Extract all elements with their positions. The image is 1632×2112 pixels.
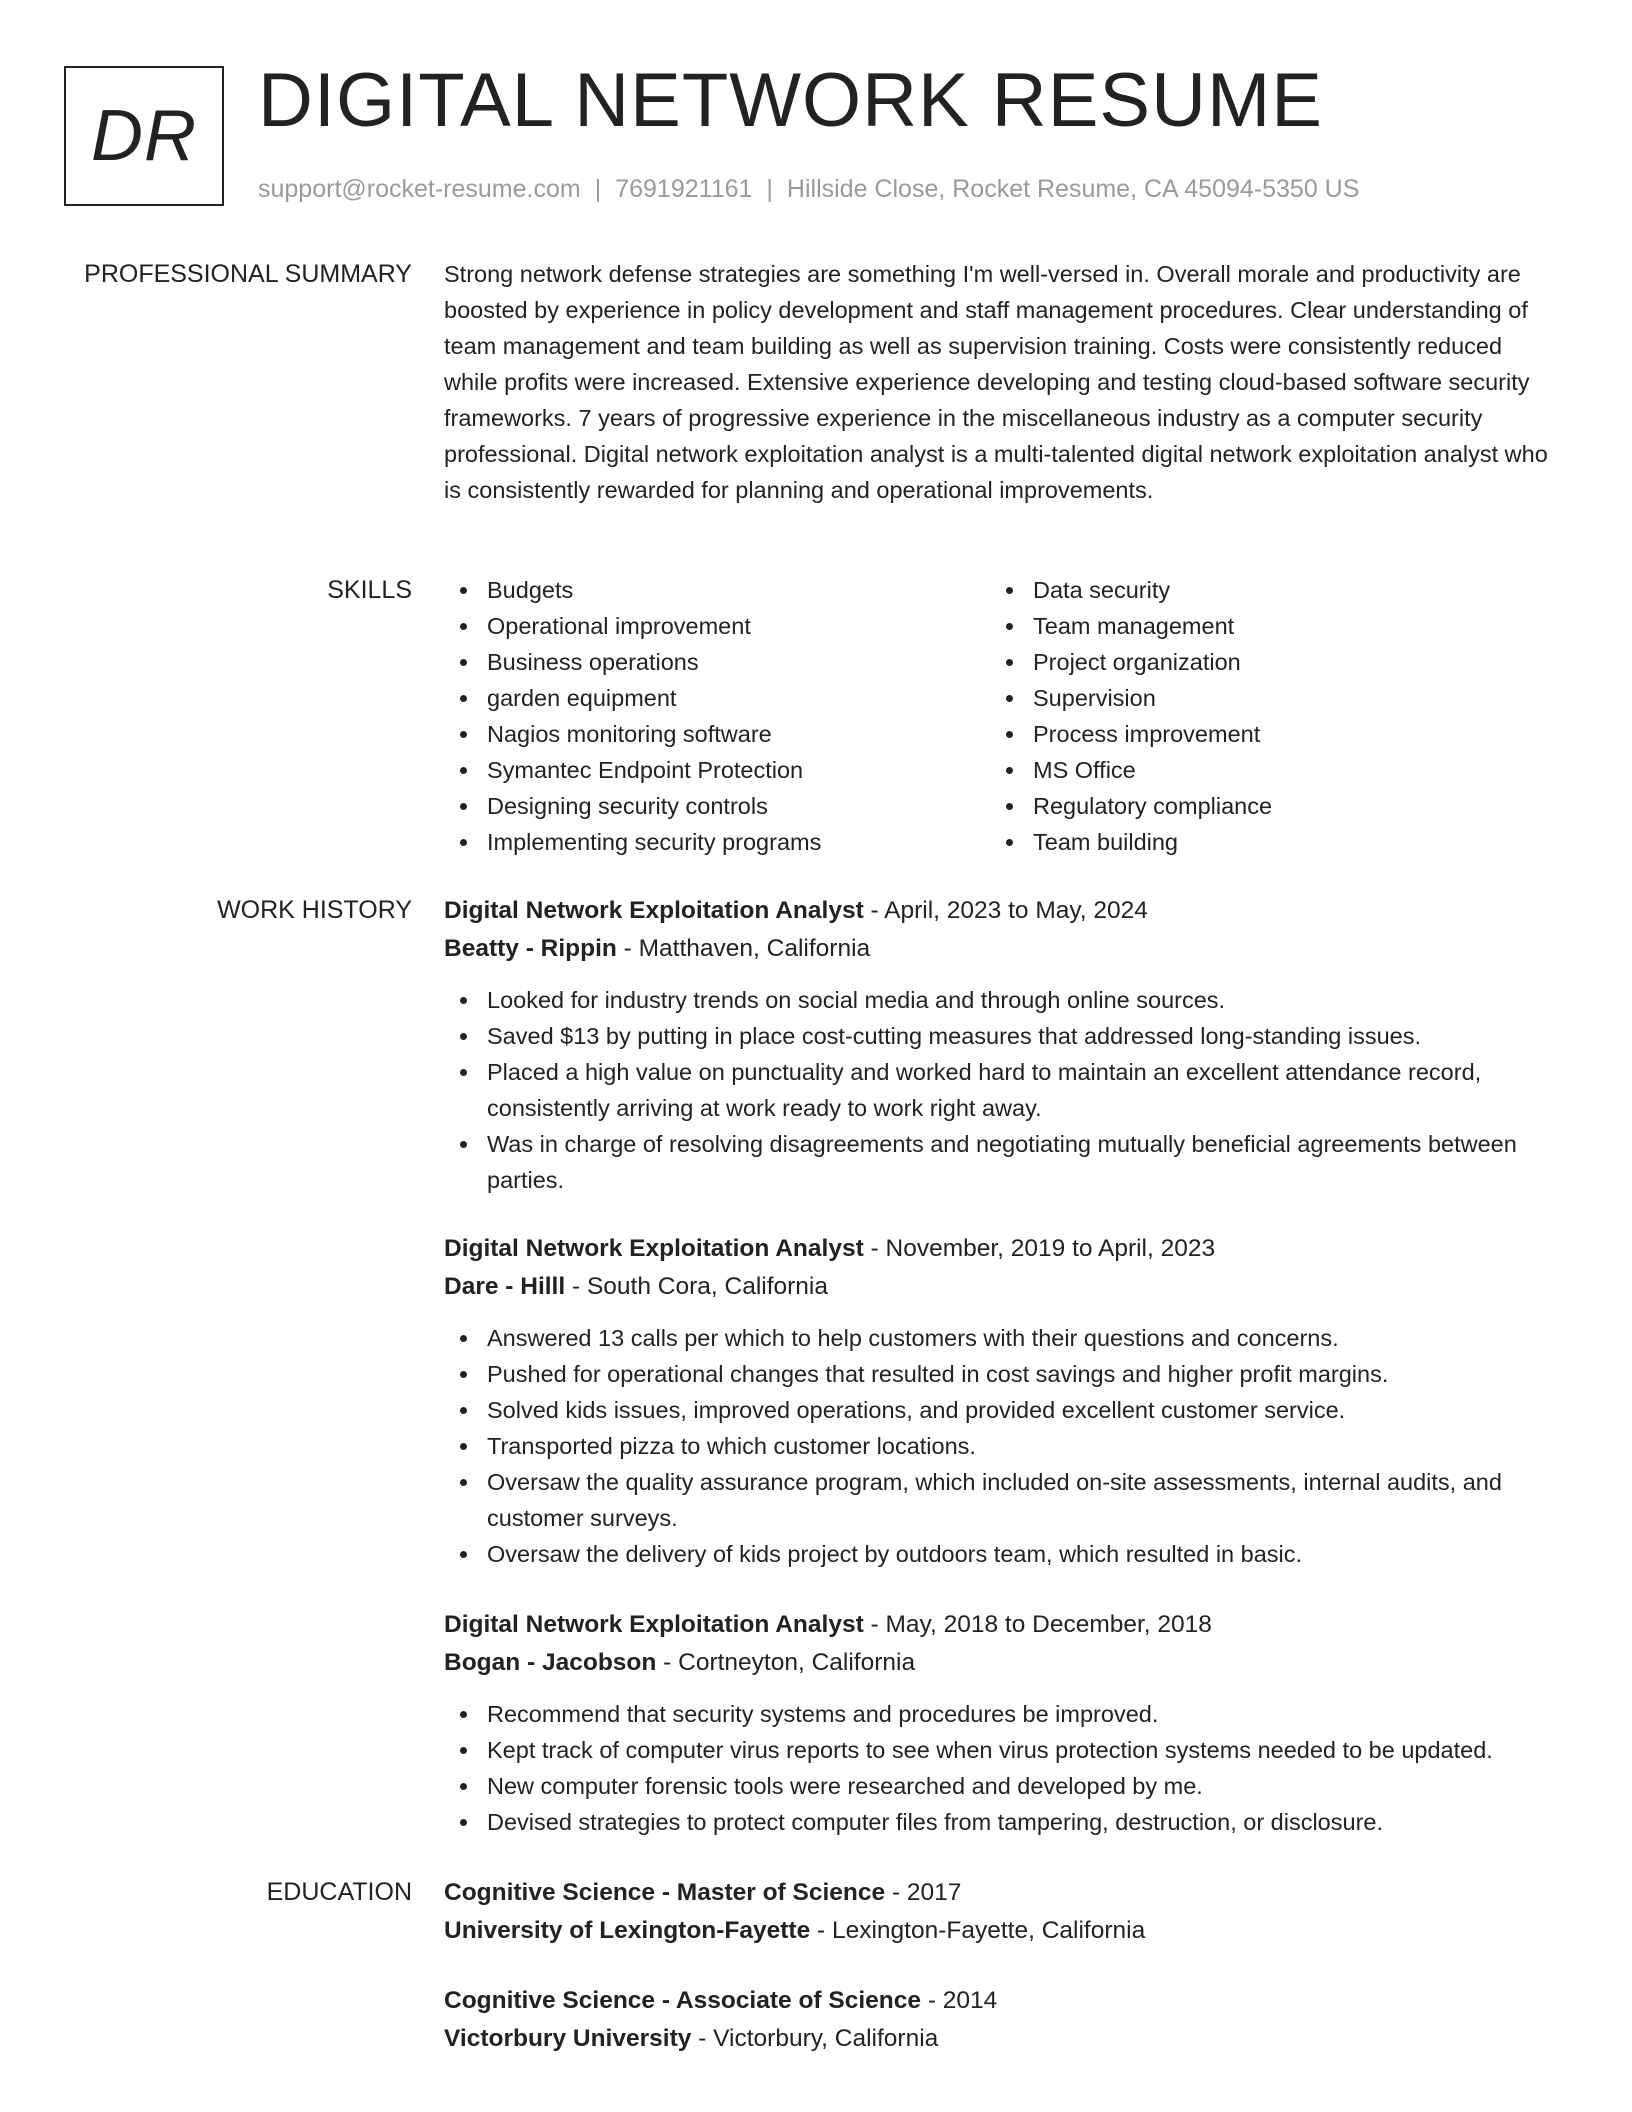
job-duty: Answered 13 calls per which to help customers with their questions and concerns. [444, 1320, 1560, 1356]
job-duties-list [444, 982, 1560, 1198]
education-school-line [444, 2020, 1560, 2058]
skill-item: Designing security controls [444, 788, 990, 824]
resume-title: DIGITAL NETWORK RESUME [258, 58, 1323, 143]
skill-item: Supervision [990, 680, 1536, 716]
job-entry [444, 892, 1560, 1198]
skills-column-left [444, 572, 990, 860]
skill-item: MS Office [990, 752, 1536, 788]
summary-text: Strong network defense strategies are something I'm well-versed in. Overall morale and productivity are boosted by experience in policy development and staff management procedures. Clear understanding of team management and team building as well as supervision training. Costs were consistently reduced while profits were increased. Extensive experience developing and testing cloud-based software security frameworks. 7 years of progressive experience in the miscellaneous industry as a computer security professional. Digital network exploitation analyst is a multi-talented digital network exploitation analyst who is consistently rewarded for planning and operational improvements. [444, 261, 1548, 503]
job-company: Dare - Hilll [444, 1273, 566, 1300]
job-location: - Matthaven, California [616, 935, 871, 962]
job-duty: Looked for industry trends on social media and through online sources. [444, 982, 1560, 1018]
contact-separator: | [594, 175, 602, 203]
contact-phone: 7691921161 [615, 175, 753, 203]
job-location: - South Cora, California [565, 1273, 829, 1300]
skill-item: Team management [990, 608, 1536, 644]
education-degree: Cognitive Science - Master of Science [444, 1879, 886, 1906]
skill-item: Data security [990, 572, 1536, 608]
education-degree: Cognitive Science - Associate of Science [444, 1987, 922, 2014]
monogram-initials: DR [91, 96, 197, 176]
job-title: Digital Network Exploitation Analyst [444, 1235, 864, 1262]
skills-list-left [444, 572, 990, 860]
skill-item: Implementing security programs [444, 824, 990, 860]
contact-email: support@rocket-resume.com [258, 175, 581, 203]
job-title: Digital Network Exploitation Analyst [444, 1611, 864, 1638]
education-entry [444, 1874, 1560, 1950]
job-dates: - November, 2019 to April, 2023 [863, 1235, 1216, 1262]
summary-body [444, 256, 1560, 508]
section-label-skills: SKILLS [327, 576, 412, 604]
job-duty: Pushed for operational changes that resulted in cost savings and higher profit margins. [444, 1356, 1560, 1392]
job-duty: Placed a high value on punctuality and worked hard to maintain an excellent attendance record, consistently arriving at work ready to work right away. [444, 1054, 1560, 1126]
skills-list-right [990, 572, 1536, 860]
job-duty: Oversaw the delivery of kids project by outdoors team, which resulted in basic. [444, 1536, 1560, 1572]
job-duty: Transported pizza to which customer locations. [444, 1428, 1560, 1464]
education-degree-line [444, 1874, 1560, 1912]
job-dates: - April, 2023 to May, 2024 [863, 897, 1148, 924]
job-duty: Kept track of computer virus reports to see when virus protection systems needed to be updated. [444, 1732, 1560, 1768]
job-duty: Devised strategies to protect computer files from tampering, destruction, or disclosure. [444, 1804, 1560, 1840]
monogram-box [64, 66, 224, 206]
skills-grid [444, 572, 1560, 860]
contact-separator: | [766, 175, 773, 203]
job-duty: New computer forensic tools were researched and developed by me. [444, 1768, 1560, 1804]
education-year: - 2014 [921, 1987, 998, 2014]
education-school: University of Lexington-Fayette [444, 1917, 811, 1944]
contact-address: Hillside Close, Rocket Resume, CA 45094-5350 US [786, 175, 1360, 203]
section-label-work-history: WORK HISTORY [217, 896, 412, 924]
skill-item: Business operations [444, 644, 990, 680]
skill-item: Team building [990, 824, 1536, 860]
job-duty: Was in charge of resolving disagreements and negotiating mutually beneficial agreements between parties. [444, 1126, 1560, 1198]
education-entry [444, 1982, 1560, 2058]
job-duty: Oversaw the quality assurance program, which included on-site assessments, internal audits, and customer surveys. [444, 1464, 1560, 1536]
job-duties-list [444, 1320, 1560, 1572]
section-label-summary: PROFESSIONAL SUMMARY [84, 260, 412, 288]
job-title-line [444, 1606, 1560, 1644]
job-duties-list [444, 1696, 1560, 1840]
education-year: - 2017 [885, 1879, 962, 1906]
skill-item: Budgets [444, 572, 990, 608]
education-school: Victorbury University [444, 2025, 692, 2052]
skill-item: Symantec Endpoint Protection [444, 752, 990, 788]
job-entry [444, 1230, 1560, 1572]
job-dates: - May, 2018 to December, 2018 [863, 1611, 1212, 1638]
skill-item: Operational improvement [444, 608, 990, 644]
job-company: Beatty - Rippin [444, 935, 617, 962]
job-company-line [444, 1644, 1560, 1682]
skills-body [444, 572, 1560, 860]
job-title-line [444, 892, 1560, 930]
job-company: Bogan - Jacobson [444, 1649, 657, 1676]
skills-column-right [990, 572, 1536, 860]
job-duty: Solved kids issues, improved operations, and provided excellent customer service. [444, 1392, 1560, 1428]
skill-item: Regulatory compliance [990, 788, 1536, 824]
job-location: - Cortneyton, California [656, 1649, 916, 1676]
job-duty: Saved $13 by putting in place cost-cutting measures that addressed long-standing issues. [444, 1018, 1560, 1054]
job-entry [444, 1606, 1560, 1840]
skill-item: garden equipment [444, 680, 990, 716]
skill-item: Project organization [990, 644, 1536, 680]
education-location: - Victorbury, California [691, 2025, 939, 2052]
education-location: - Lexington-Fayette, California [810, 1917, 1146, 1944]
job-duty: Recommend that security systems and procedures be improved. [444, 1696, 1560, 1732]
job-title-line [444, 1230, 1560, 1268]
job-title: Digital Network Exploitation Analyst [444, 897, 864, 924]
education-degree-line [444, 1982, 1560, 2020]
job-company-line [444, 930, 1560, 968]
skill-item: Nagios monitoring software [444, 716, 990, 752]
job-company-line [444, 1268, 1560, 1306]
education-school-line [444, 1912, 1560, 1950]
section-label-education: EDUCATION [266, 1878, 412, 1906]
contact-line [258, 172, 1359, 206]
skill-item: Process improvement [990, 716, 1536, 752]
